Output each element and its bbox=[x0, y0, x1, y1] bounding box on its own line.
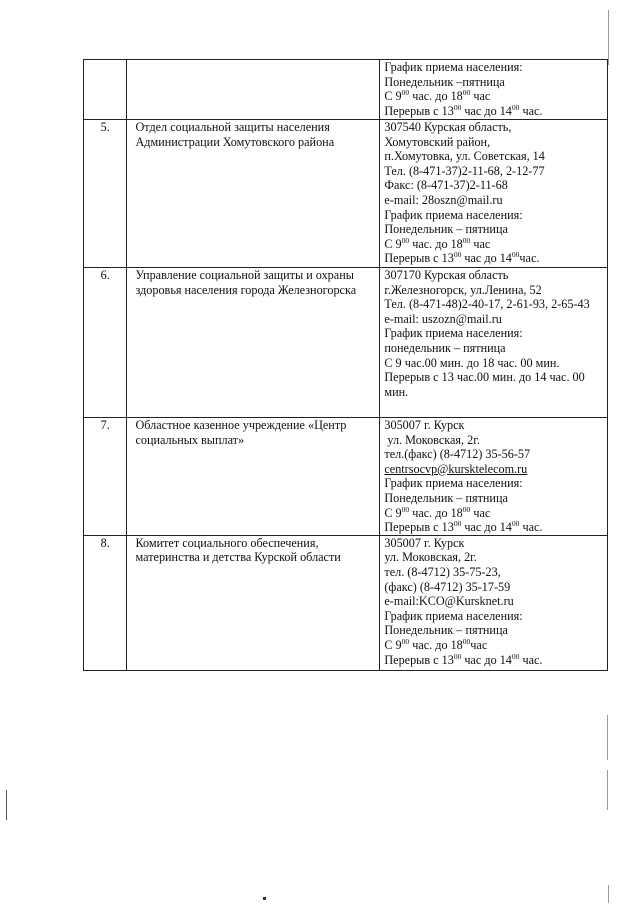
row-number: 8. bbox=[84, 535, 127, 670]
email: e-mail: 28oszn@mail.ru bbox=[384, 192, 503, 207]
institution-name bbox=[127, 60, 380, 120]
address-line: 307170 Курская область bbox=[384, 268, 509, 282]
schedule-work-hours: С $9^{00}$ час. до $18^{00}час$ bbox=[384, 636, 488, 652]
email: e-mail:KCO@Kursknet.ru bbox=[384, 594, 514, 609]
scan-mark bbox=[263, 897, 266, 900]
schedule-break: Перерыв с $13^{00}$ час до $14^{00}час$. bbox=[384, 250, 540, 266]
schedule-break: Перерыв с $13^{00}$ час до $14^{00}$ час. bbox=[384, 102, 543, 118]
row-number bbox=[84, 60, 127, 120]
contact-info bbox=[380, 60, 608, 120]
contact-info bbox=[380, 268, 608, 418]
address-line: ул. Моковская, 2г. bbox=[384, 550, 477, 565]
address-line: п.Хомутовка, ул. Советская, 14 bbox=[384, 149, 545, 164]
schedule-work-hours: С $9^{00}$ час. до $18^{00}$ час bbox=[384, 504, 491, 520]
address-line: ул. Моковская, 2г. bbox=[384, 432, 480, 447]
institution-name: Управление социальной защиты и охраны здоровья населения города Железногорска bbox=[127, 268, 380, 418]
schedule-title: График приема населения: bbox=[384, 60, 523, 74]
schedule-days: Понедельник – пятница bbox=[384, 490, 508, 505]
schedule-work-hours: С $9^{00}$ час. до $18^{00}$ час bbox=[384, 88, 491, 104]
phone: тел. (8-4712) 35-75-23, bbox=[384, 564, 501, 579]
table-row bbox=[84, 535, 608, 670]
row-number: 6. bbox=[84, 268, 127, 418]
fax: (факс) (8-4712) 35-17-59 bbox=[384, 579, 511, 594]
schedule-break: Перерыв с $13^{00}$ час до $14^{00}$ час. bbox=[384, 519, 543, 535]
row-number: 5. bbox=[84, 120, 127, 268]
row-number: 7. bbox=[84, 418, 127, 536]
email: e-mail: uszozn@mail.ru bbox=[384, 311, 502, 326]
scan-mark bbox=[6, 790, 7, 820]
schedule-title: График приема населения: bbox=[384, 207, 523, 222]
address-line: Хомутовский район, bbox=[384, 134, 491, 149]
fax: Факс: (8-471-37)2-11-68 bbox=[384, 178, 508, 193]
address-line: 305007 г. Курск bbox=[384, 418, 465, 432]
table-row bbox=[84, 418, 608, 536]
institution-name: Комитет социального обеспечения, материнства и детства Курской области bbox=[127, 535, 380, 670]
schedule-title: График приема населения: bbox=[384, 326, 523, 341]
schedule-work-hours: С $9^{00}$ час. до $18^{00}$ час bbox=[384, 235, 491, 251]
schedule-break: Перерыв с 13 час.00 мин. до 14 час. 00 мин. bbox=[384, 370, 585, 399]
schedule-days: Понедельник –пятница bbox=[384, 74, 505, 89]
table-row bbox=[84, 268, 608, 418]
schedule-break: Перерыв с $13^{00}$ час до $14^{00}$ час. bbox=[384, 651, 543, 667]
institutions-table bbox=[83, 59, 608, 671]
schedule-days: Понедельник – пятница bbox=[384, 623, 508, 638]
scan-mark bbox=[607, 715, 608, 760]
table-row bbox=[84, 60, 608, 120]
address-line: г.Железногорск, ул.Ленина, 52 bbox=[384, 282, 542, 297]
institution-name: Отдел социальной защиты населения Администрации Хомутовского района bbox=[127, 120, 380, 268]
scan-mark bbox=[607, 770, 608, 810]
contact-info bbox=[380, 120, 608, 268]
address-line: 307540 Курская область, bbox=[384, 120, 512, 134]
table-row bbox=[84, 120, 608, 268]
schedule-title: График приема населения: bbox=[384, 608, 523, 623]
contact-info bbox=[380, 418, 608, 536]
schedule-title: График приема населения: bbox=[384, 476, 523, 491]
institution-name: Областное казенное учреждение «Центр социальных выплат» bbox=[127, 418, 380, 536]
address-line: 305007 г. Курск bbox=[384, 535, 465, 550]
schedule-days: Понедельник – пятница bbox=[384, 222, 508, 237]
phone: тел.(факс) (8-4712) 35-56-57 bbox=[384, 447, 531, 462]
contact-info bbox=[380, 535, 608, 670]
phone: Тел. (8-471-37)2-11-68, 2-12-77 bbox=[384, 163, 545, 178]
schedule-work-hours: С 9 час.00 мин. до 18 час. 00 мин. bbox=[384, 355, 560, 370]
email-link[interactable]: centrsocvp@kursktelecom.ru bbox=[384, 461, 528, 476]
schedule-days: понедельник – пятница bbox=[384, 340, 506, 355]
scan-mark bbox=[608, 885, 609, 903]
scan-mark bbox=[608, 10, 609, 65]
phone: Тел. (8-471-48)2-40-17, 2-61-93, 2-65-43 bbox=[384, 297, 590, 312]
